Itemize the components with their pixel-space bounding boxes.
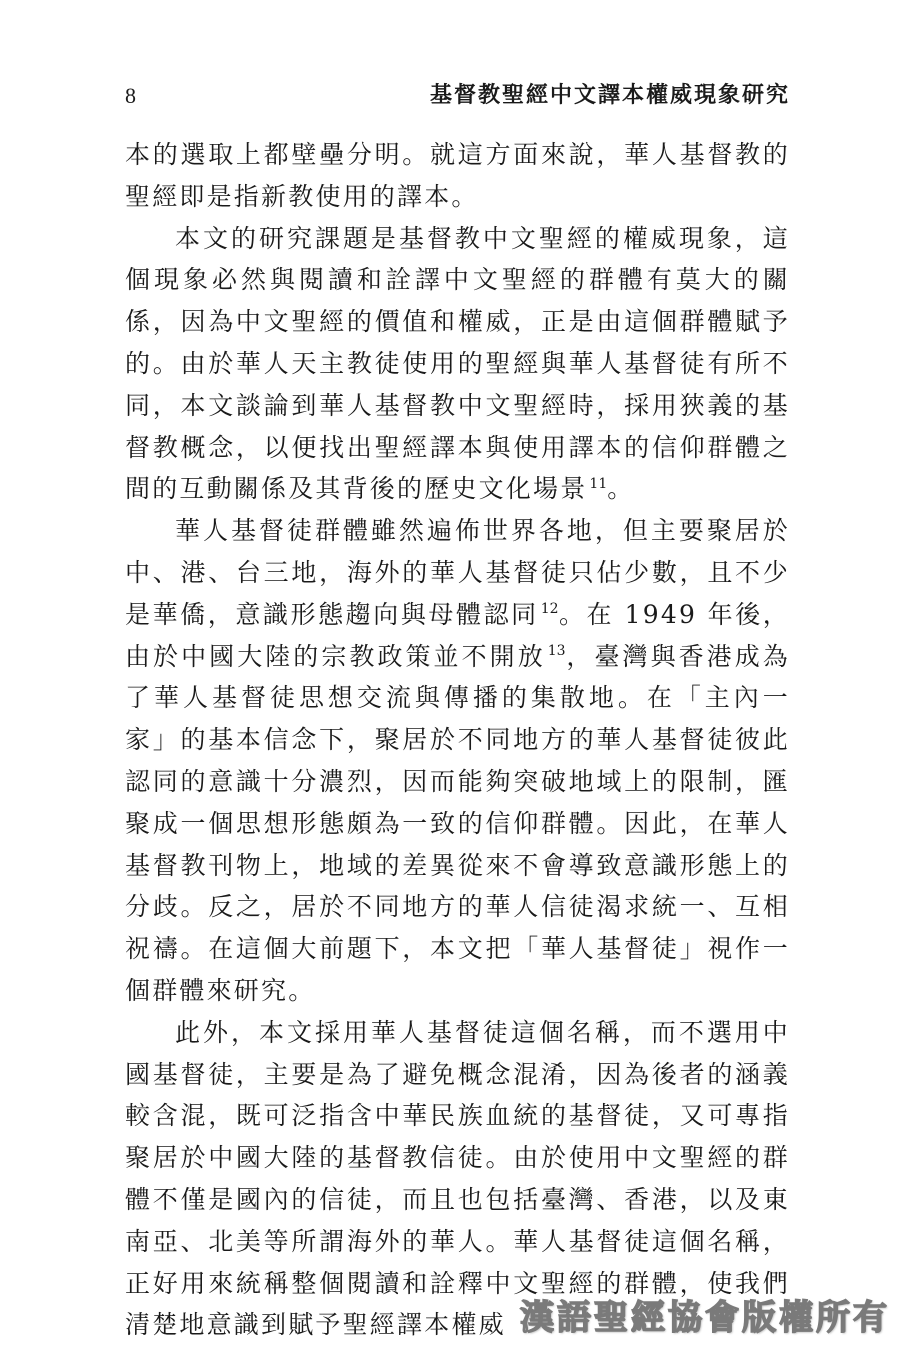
paragraph [125,218,790,511]
book-title: 基督教聖經中文譯本權威現象研究 [429,83,790,108]
copyright-watermark: 漢語聖經協會版權所有 [520,1298,890,1338]
paragraph-text: 本文的研究課題是基督教中文聖經的權威現象，這個現象必然與閱讀和詮譯中文聖經的群體有莫大的關係，因為中文聖經的價值和權威，正是由這個群體賦予的。由於華人天主教徒使用的聖經與華人基督徒有所不同，本文談論到華人基督教中文聖經時，採用狹義的基督教概念，以便找出聖經譯本與使用譯本的信仰群體之間的互動關係及其背後的歷史文化場景 [125,223,790,504]
paragraph-text: 華人基督徒群體雖然遍佈世界各地，但主要聚居於中、港、台三地，海外的華人基督徒只佔少數，且不少是華僑，意識形態趨向與母體認同 [125,516,790,629]
paragraph-text: 。在 1949 年後，由於中國大陸的宗教政策並不開放 [125,599,790,671]
paragraph-text: 此外，本文採用華人基督徒這個名稱，而不選用中國基督徒，主要是為了避免概念混淆，因為後者的涵義較含混，既可泛指含中華民族血統的基督徒，又可專指聚居於中國大陸的基督教信徒。由於使用中文聖經的群體不僅是國內的信徒，而且也包括臺灣、香港，以及東南亞、北美等所謂海外的華人。華人基督徒這個名稱，正好用來統稱整個閱讀和詮釋中文聖經的群體，使我們清楚地意識到賦予聖經譯本權威 [125,1017,790,1340]
footnote-marker: 13 [547,642,566,659]
paragraph-text: ，臺灣與香港成為了華人基督徒思想交流與傳播的集散地。在「主內一家」的基本信念下，聚居於不同地方的華人基督徒彼此認同的意識十分濃烈，因而能夠突破地域上的限制，匯聚成一個思想形態頗為一致的信仰群體。因此，在華人基督教刊物上，地域的差異從來不會導致意識形態上的分歧。反之，居於不同地方的華人信徒渴求統一、互相祝禱。在這個大前題下，本文把「華人基督徒」視作一個群體來研究。 [125,641,790,1005]
running-head [125,80,790,116]
footnote-marker: 11 [589,475,608,492]
paragraph-text: 。 [607,474,635,504]
paragraph [125,134,790,218]
footnote-marker: 12 [540,600,559,617]
paragraph [125,510,790,1012]
body-text [125,134,790,1346]
paragraph-text: 本的選取上都壁壘分明。就這方面來說，華人基督教的聖經即是指新教使用的譯本。 [125,140,790,211]
page-number: 8 [125,83,136,108]
